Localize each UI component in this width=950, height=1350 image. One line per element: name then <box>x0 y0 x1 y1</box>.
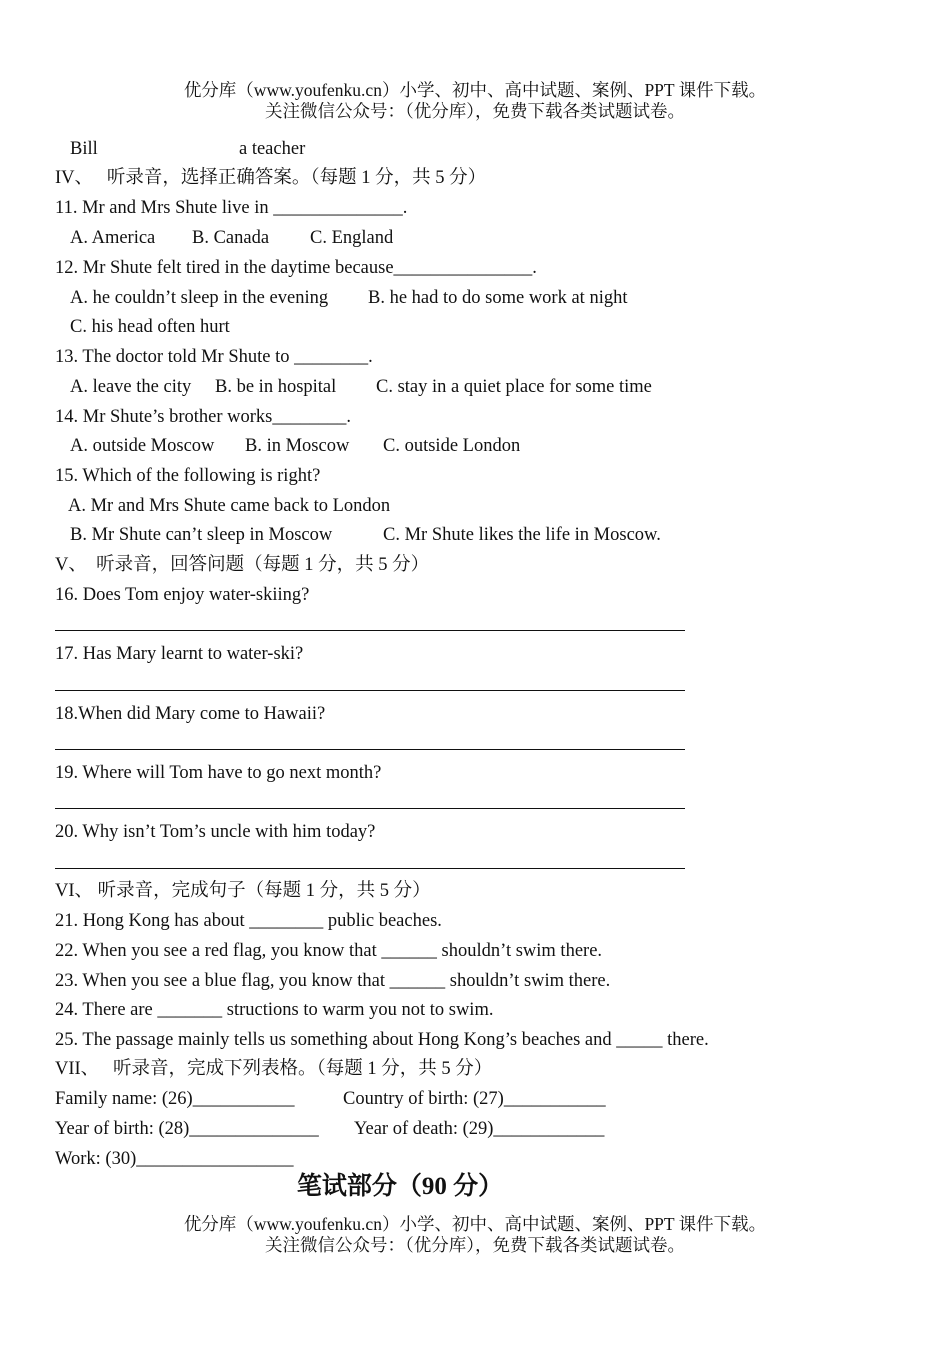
question-14: 14. Mr Shute’s brother works________. <box>55 407 351 427</box>
answer-line[interactable] <box>55 749 685 750</box>
option-a: A. he couldn’t sleep in the evening <box>70 288 329 308</box>
question-17: 17. Has Mary learnt to water-ski? <box>55 644 304 664</box>
bill-name: Bill <box>70 139 98 159</box>
option-c: C. stay in a quiet place for some time <box>376 377 652 397</box>
bill-job: a teacher <box>239 139 306 159</box>
option-c: C. his head often hurt <box>70 317 230 337</box>
table-row-2 <box>55 1118 604 1140</box>
question-19: 19. Where will Tom have to go next month? <box>55 763 382 783</box>
question-25: 25. The passage mainly tells us something about Hong Kong’s beaches and _____ there. <box>55 1030 709 1050</box>
answer-line[interactable] <box>55 808 685 809</box>
question-21: 21. Hong Kong has about ________ public beaches. <box>55 911 442 931</box>
answer-line[interactable] <box>55 868 685 869</box>
option-a: A. outside Moscow <box>70 436 215 456</box>
year-of-death-field: Year of death: (29)____________ <box>354 1119 605 1139</box>
section-4-heading: IV、 听录音，选择正确答案。（每题 1 分，共 5 分） <box>55 168 487 188</box>
option-b: B. he had to do some work at night <box>368 288 628 308</box>
option-c: C. outside London <box>383 436 521 456</box>
header-line-1: 优分库（www.youfenku.cn）小学、初中、高中试题、案例、PPT 课件下载。 <box>183 80 767 100</box>
question-15: 15. Which of the following is right? <box>55 466 321 486</box>
question-12: 12. Mr Shute felt tired in the daytime because_______________. <box>55 258 537 278</box>
family-name-field: Family name: (26)___________ <box>55 1089 295 1109</box>
table-row-1 <box>55 1088 606 1110</box>
question-13-options <box>70 376 652 398</box>
footer-line-2: 关注微信公众号：（优分库），免费下载各类试题试卷。 <box>265 1235 685 1255</box>
footer-line-1: 优分库（www.youfenku.cn）小学、初中、高中试题、案例、PPT 课件下载。 <box>183 1214 767 1234</box>
year-of-birth-field: Year of birth: (28)______________ <box>55 1119 319 1139</box>
written-section-title: 笔试部分（90 分） <box>296 1173 504 1200</box>
question-12-options <box>70 287 627 309</box>
answer-line[interactable] <box>55 630 685 631</box>
question-14-options <box>70 435 520 457</box>
work-field: Work: (30)_________________ <box>55 1149 294 1169</box>
option-b: B. in Moscow <box>245 436 350 456</box>
answer-line[interactable] <box>55 690 685 691</box>
question-15-options <box>70 524 661 546</box>
question-13: 13. The doctor told Mr Shute to ________. <box>55 347 373 367</box>
country-of-birth-field: Country of birth: (27)___________ <box>343 1089 606 1109</box>
option-b: B. Canada <box>192 228 270 248</box>
question-11-options <box>70 227 393 249</box>
section-7-heading: VII、 听录音，完成下列表格。（每题 1 分，共 5 分） <box>55 1059 493 1079</box>
header-line-2: 关注微信公众号：（优分库），免费下载各类试题试卷。 <box>265 101 685 121</box>
question-22: 22. When you see a red flag, you know that ______ shouldn’t swim there. <box>55 941 603 961</box>
question-20: 20. Why isn’t Tom’s uncle with him today? <box>55 822 376 842</box>
option-a: A. leave the city <box>70 377 192 397</box>
option-a: A. Mr and Mrs Shute came back to London <box>68 496 391 516</box>
option-c: C. Mr Shute likes the life in Moscow. <box>383 525 661 545</box>
question-18: 18.When did Mary come to Hawaii? <box>55 704 326 724</box>
section-5-heading: V、 听录音，回答问题（每题 1 分，共 5 分） <box>55 555 430 575</box>
question-16: 16. Does Tom enjoy water-skiing? <box>55 585 310 605</box>
question-23: 23. When you see a blue flag, you know that ______ shouldn’t swim there. <box>55 971 611 991</box>
question-24: 24. There are _______ structions to warm you not to swim. <box>55 1000 494 1020</box>
question-11: 11. Mr and Mrs Shute live in ______________. <box>55 198 408 218</box>
option-b: B. Mr Shute can’t sleep in Moscow <box>70 525 333 545</box>
option-c: C. England <box>310 228 394 248</box>
option-a: A. America <box>70 228 156 248</box>
option-b: B. be in hospital <box>215 377 337 397</box>
section-6-heading: VI、 听录音，完成句子（每题 1 分，共 5 分） <box>55 881 431 901</box>
